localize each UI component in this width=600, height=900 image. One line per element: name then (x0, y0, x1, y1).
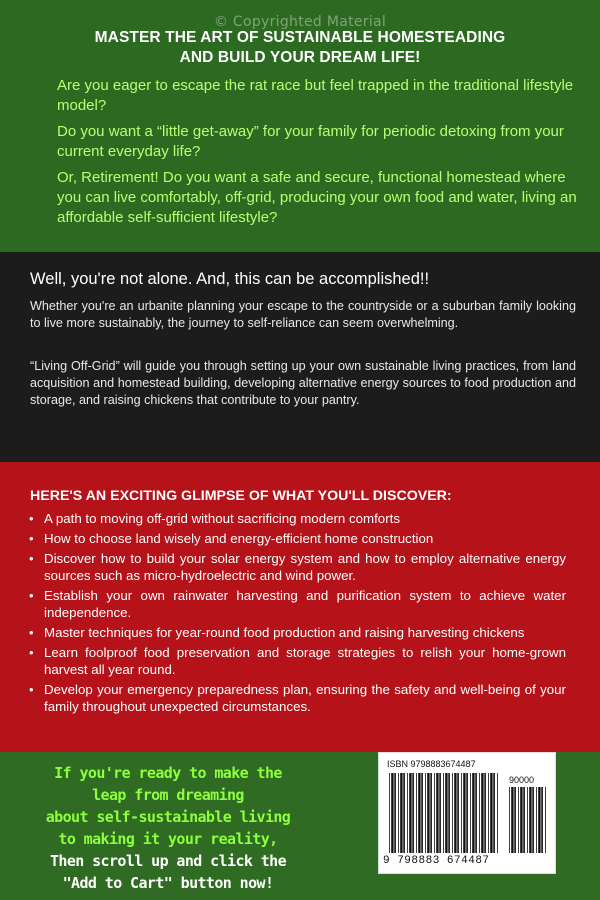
barcode-bars (389, 773, 501, 853)
barcode-bar (514, 787, 516, 853)
barcode-bar (448, 773, 450, 853)
barcode-bar (407, 773, 408, 853)
barcode-bar (430, 773, 432, 853)
cta-line: leap from dreaming (92, 786, 244, 804)
barcode-bar (538, 787, 540, 853)
barcode-bar (545, 787, 546, 853)
list-item (26, 681, 566, 715)
barcode-addon-number: 90000 (509, 775, 535, 785)
copyright-watermark: © Copyrighted Material (213, 14, 387, 30)
barcode-bar (418, 773, 420, 853)
cta-line: "Add to Cart" button now! (62, 874, 274, 892)
question-text: Do you want a “little get-away” for your family for periodic detoxing from your current everyday life? (57, 123, 564, 160)
barcode-bar (452, 773, 453, 853)
barcode-bar (409, 773, 411, 853)
barcode-bar (398, 773, 399, 853)
bullet-icon: • (29, 588, 34, 603)
barcode-bar (472, 773, 474, 853)
barcode-bar (439, 773, 441, 853)
bullet-icon: • (29, 682, 34, 697)
bullet-icon: • (29, 551, 34, 566)
list-item (26, 624, 566, 641)
question-list (57, 76, 577, 234)
call-to-action (40, 762, 296, 894)
barcode-bar (481, 773, 483, 853)
barcode-bar (527, 787, 528, 853)
barcode-bar (509, 787, 510, 853)
list-item (26, 550, 566, 584)
barcode-bar (529, 787, 531, 853)
list-item-text: Establish your own rainwater harvesting and purification system to achieve water independence. (44, 588, 566, 620)
intro-paragraph: “Living Off-Grid” will guide you through setting up your own sustainable living practices, from land acquisition and homestead building, developing alternative energy sources to food production and storage, and raising chickens that contribute to your pantry. (30, 359, 576, 407)
barcode-bar (520, 787, 522, 853)
barcode-bar (425, 773, 426, 853)
barcode-digits: 9 798883 674487 (383, 855, 490, 867)
barcode-bar (421, 773, 423, 853)
list-item-text: Master techniques for year-round food production and raising harvesting chickens (44, 625, 525, 640)
bullet-icon: • (29, 511, 34, 526)
barcode-bar (490, 773, 492, 853)
list-item-text: Learn foolproof food preservation and storage strategies to relish your home-grown harvest all year round. (44, 645, 566, 677)
barcode-bar (532, 787, 534, 853)
cta-line: If you're ready to make the (54, 764, 282, 782)
barcode-bar (461, 773, 462, 853)
barcode-bar (443, 773, 444, 853)
barcode-bar (416, 773, 417, 853)
list-item-text: Develop your emergency preparedness plan, ensuring the safety and well-being of your family throughout unexpected circumstances. (44, 682, 566, 714)
discover-title: HERE'S AN EXCITING GLIMPSE OF WHAT YOU'LL DISCOVER: (30, 488, 452, 504)
barcode-bar (475, 773, 477, 853)
barcode-bar (436, 773, 438, 853)
list-item (26, 644, 566, 678)
barcode-addon-bars (509, 787, 549, 853)
question-text: Are you eager to escape the rat race but feel trapped in the traditional lifestyle model? (57, 77, 574, 114)
bullet-icon: • (29, 645, 34, 660)
barcode-bar (541, 787, 543, 853)
headline (0, 28, 600, 68)
barcode-bar (403, 773, 405, 853)
list-item-text: How to choose land wisely and energy-efficient home construction (44, 531, 434, 546)
list-item (26, 510, 566, 527)
headline-line: AND BUILD YOUR DREAM LIFE! (179, 49, 421, 66)
barcode-bar (488, 773, 489, 853)
barcode-bar (400, 773, 402, 853)
barcode-bar (518, 787, 519, 853)
lead-statement: Well, you're not alone. And, this can be accomplished!! (30, 270, 430, 288)
barcode-bar (523, 787, 525, 853)
barcode-bar (479, 773, 480, 853)
barcode-bar (497, 773, 498, 853)
barcode-bar (470, 773, 471, 853)
discover-list (26, 510, 566, 718)
cta-line: about self-sustainable living (45, 808, 291, 826)
barcode-bar (445, 773, 447, 853)
barcode (378, 752, 556, 874)
cta-line: Then scroll up and click the (49, 852, 287, 870)
headline-line: MASTER THE ART OF SUSTAINABLE HOMESTEADING (94, 29, 506, 46)
barcode-bar (412, 773, 414, 853)
barcode-bar (427, 773, 429, 853)
bullet-icon: • (29, 625, 34, 640)
barcode-bar (466, 773, 468, 853)
barcode-bar (457, 773, 459, 853)
list-item-text: A path to moving off-grid without sacrificing modern comforts (44, 511, 400, 526)
barcode-bar (394, 773, 396, 853)
barcode-bar (463, 773, 465, 853)
bullet-icon: • (29, 531, 34, 546)
barcode-bar (493, 773, 495, 853)
intro-paragraph: Whether you're an urbanite planning your escape to the countryside or a suburban family looking to live more sustainably, the journey to self-reliance can seem overwhelming. (30, 299, 576, 330)
list-item-text: Discover how to build your solar energy system and how to employ alternative energy sources such as micro-hydroelectric and wind power. (44, 551, 566, 583)
barcode-bar (434, 773, 435, 853)
barcode-bar (389, 773, 390, 853)
list-item (26, 587, 566, 621)
question-text: Or, Retirement! Do you want a safe and secure, functional homestead where you can live comfortably, off-grid, producing your own food and water, living an affordable self-sufficient lifestyle? (57, 169, 577, 226)
barcode-bar (454, 773, 456, 853)
barcode-bar (511, 787, 513, 853)
barcode-bar (391, 773, 393, 853)
barcode-bar (484, 773, 486, 853)
list-item (26, 530, 566, 547)
isbn-label: ISBN 9798883674487 (387, 759, 476, 769)
cta-line: to making it your reality, (58, 830, 278, 848)
barcode-bar (536, 787, 537, 853)
